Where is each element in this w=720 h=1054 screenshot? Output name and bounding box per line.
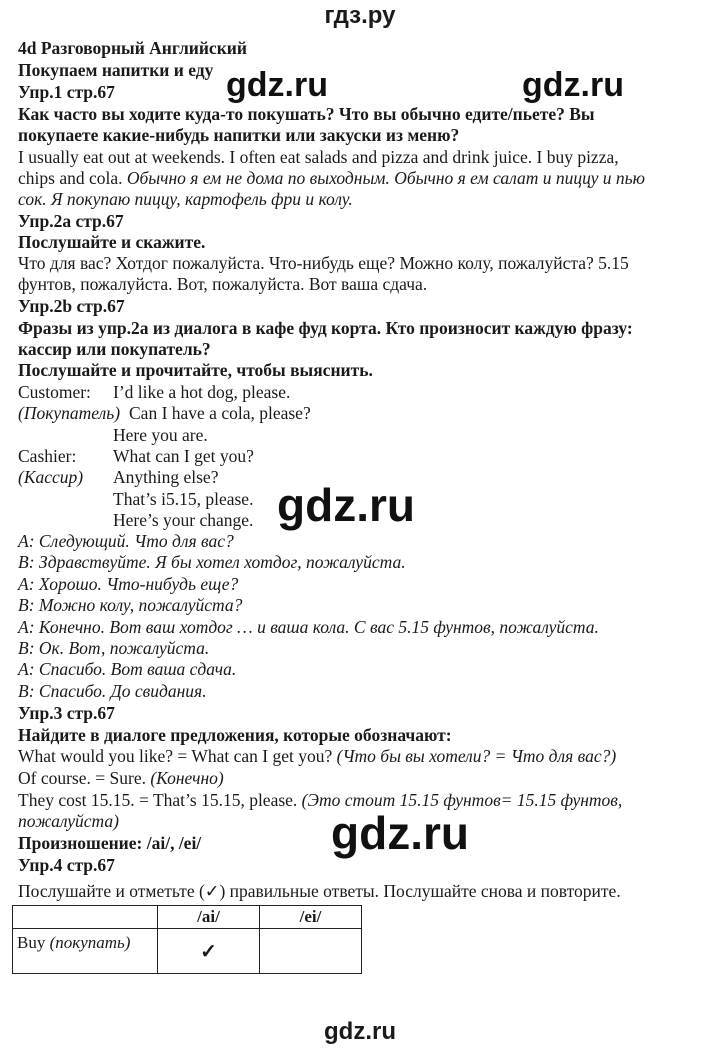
ex3-task: Найдите в диалоге предложения, которые обозначают: [18, 725, 452, 745]
ex1-answer-line [18, 168, 645, 189]
ex1-question-line: покупаете какие-нибудь напитки или закуски из меню? [18, 125, 460, 145]
ex3-line [18, 768, 224, 789]
ex3-ru: (Конечно) [150, 768, 224, 788]
customer-phrase: Here you are. [113, 425, 208, 445]
ex3-line [18, 746, 616, 767]
dialogue-line: А: Конечно. Вот ваш хотдог … и ваша кола. С вас 5.15 фунтов, пожалуйста. [18, 617, 599, 637]
ex3-ru: (Это стоит 15.15 фунтов= 15.15 фунтов, [301, 790, 623, 810]
ex3-ru-line: пожалуйста) [18, 811, 119, 831]
table-header-cell: /ei/ [260, 906, 362, 929]
watermark: gdz.ru [226, 66, 328, 104]
ex3-line [18, 790, 622, 811]
topic-title: Покупаем напитки и еду [18, 60, 214, 80]
ex1-question-line: Как часто вы ходите куда-то покушать? Что вы обычно едите/пьете? Вы [18, 104, 595, 124]
ex3-en: Of course. = Sure. [18, 768, 146, 788]
checkmark-cell: ✓ [158, 929, 260, 974]
word-ru: (покупать) [49, 933, 131, 952]
cashier-phrase: Here’s your change. [113, 510, 254, 530]
dialogue-line: А: Следующий. Что для вас? [18, 531, 234, 551]
ex4-task: Послушайте и отметьте (✓) правильные ответы. Послушайте снова и повторите. [18, 881, 621, 901]
table-header-cell: /ai/ [158, 906, 260, 929]
unit-title: 4d Разговорный Английский [18, 38, 247, 58]
ex3-ru: (Что бы вы хотели? = Что для вас?) [336, 746, 617, 766]
empty-cell [260, 929, 362, 974]
ex1-title: Упр.1 стр.67 [18, 82, 115, 102]
ex2a-task: Послушайте и скажите. [18, 232, 206, 252]
site-header-label: гдз.ру [324, 2, 396, 29]
cashier-phrase: Anything else? [113, 467, 219, 487]
word-en: Buy [17, 933, 46, 952]
pronunciation-label: Произношение: [18, 833, 143, 853]
cashier-label-ru: (Кассир) [18, 467, 84, 487]
dialogue-line: В: Можно колу, пожалуйста? [18, 595, 243, 615]
ex1-answer-en: chips and cola. [18, 168, 123, 188]
ex2a-text-line: Что для вас? Хотдог пожалуйста. Что-нибудь еще? Можно колу, пожалуйста? 5.15 [18, 253, 629, 273]
pronunciation-value: /ai/, /ei/ [146, 833, 202, 853]
dialogue-line: В: Спасибо. До свидания. [18, 681, 207, 701]
table-header-cell [13, 906, 158, 929]
watermark: gdz.ru [331, 807, 469, 859]
watermark: gdz.ru [277, 479, 415, 531]
pronunciation-table [12, 905, 362, 974]
pronunciation-line [18, 833, 201, 854]
customer-label-ru: (Покупатель) [18, 403, 121, 423]
ex3-en: They cost 15.15. = That’s 15.15, please. [18, 790, 298, 810]
table-word-cell [13, 929, 158, 974]
customer-phrase: Can I have a cola, please? [129, 403, 311, 423]
dialogue-line: А: Хорошо. Что-нибудь еще? [18, 574, 239, 594]
table-row [13, 929, 362, 974]
ex4-title: Упр.4 стр.67 [18, 855, 115, 875]
cashier-phrase: That’s i5.15, please. [113, 489, 254, 509]
ex1-answer-line: I usually eat out at weekends. I often eat salads and pizza and drink juice. I buy pizza, [18, 147, 619, 167]
dialogue-line: В: Здравствуйте. Я бы хотел хотдог, пожалуйста. [18, 552, 406, 572]
ex2a-title: Упр.2а стр.67 [18, 211, 124, 231]
ex3-en: What would you like? = What can I get you? [18, 746, 333, 766]
ex2b-title: Упр.2b стр.67 [18, 296, 125, 316]
site-footer-label: gdz.ru [324, 1018, 396, 1045]
customer-phrase: I’d like a hot dog, please. [113, 382, 291, 402]
watermark: gdz.ru [522, 66, 624, 104]
ex3-title: Упр.3 стр.67 [18, 703, 115, 723]
cashier-label: Cashier: [18, 446, 77, 466]
ex2b-task-line: Фразы из упр.2а из диалога в кафе фуд корта. Кто произносит каждую фразу: [18, 318, 633, 338]
ex2b-task-line: кассир или покупатель? [18, 339, 211, 359]
ex1-answer-ru: Обычно я ем не дома по выходным. Обычно я ем салат и пиццу и пью [126, 168, 645, 188]
customer-label: Customer: [18, 382, 91, 402]
table-header-row [13, 906, 362, 929]
ex2a-text-line: фунтов, пожалуйста. Вот, пожалуйста. Вот ваша сдача. [18, 274, 428, 294]
dialogue-line: А: Спасибо. Вот ваша сдача. [18, 659, 237, 679]
ex2b-task-line: Послушайте и прочитайте, чтобы выяснить. [18, 360, 373, 380]
cashier-phrase: What can I get you? [113, 446, 254, 466]
ex1-answer-ru-line: сок. Я покупаю пиццу, картофель фри и колу. [18, 189, 353, 209]
dialogue-line: В: Ок. Вот, пожалуйста. [18, 638, 210, 658]
